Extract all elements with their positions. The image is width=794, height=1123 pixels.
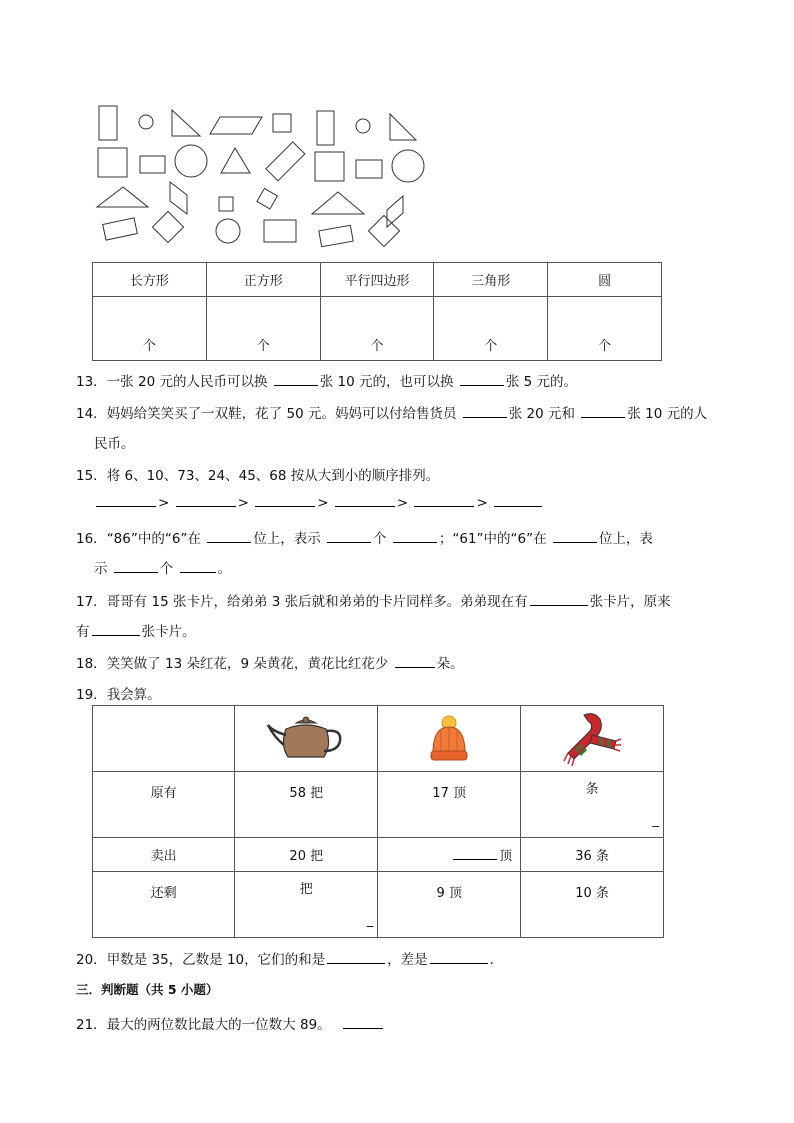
square-shape [257,188,277,208]
calc-table [92,705,664,938]
answer-blank[interactable]: _ [366,912,374,928]
question-16-cont: 示 个 。 [94,561,232,577]
teapot-icon [266,715,346,763]
triangle-shape [221,148,250,173]
order-blank-4[interactable] [335,494,395,507]
rectangle-shape [264,220,296,242]
cell-teapot-sold: 20 把 [235,838,378,872]
cell-hat-sold[interactable]: 顶 [378,838,521,872]
rectangle-shape [356,160,382,178]
cell-hat-left: 9 顶 [378,872,521,938]
answer-blank[interactable] [553,530,597,543]
question-20: 20．甲数是 35，乙数是 10，它们的和是 ，差是 ． [76,952,504,968]
rectangle-shape [319,225,353,246]
shape-count-table [92,262,662,361]
square-shape [315,152,344,181]
order-blank-3[interactable] [255,494,315,507]
triangle-shape [172,110,200,136]
cell-scarf-original[interactable] [521,772,664,838]
answer-blank[interactable] [327,951,385,964]
unit-label: 个 [484,339,498,354]
question-15: 15．将 6、10、73、24、45、68 按从大到小的顺序排列。 [76,468,440,484]
square-shape [273,114,291,132]
answer-blank[interactable] [581,405,625,418]
circle-shape [392,150,424,182]
row-label-original: 原有 [93,772,235,838]
circle-shape [175,145,207,177]
circle-shape [216,219,240,243]
hat-header [378,706,521,772]
order-blank-5[interactable] [414,494,474,507]
row-label-sold: 卖出 [93,838,235,872]
cell-teapot-original: 58 把 [235,772,378,838]
question-19: 19．我会算。 [76,687,161,703]
header-rectangle: 长方形 [93,263,207,297]
triangle-shape [390,114,416,140]
shapes-figure [90,100,440,250]
header-circle: 圆 [548,263,662,297]
unit-label: 把 [299,881,313,897]
answer-blank[interactable] [327,530,371,543]
square-shape [98,148,127,177]
rectangle-shape [99,106,117,140]
answer-blank[interactable] [274,373,318,386]
rectangle-shape [140,156,165,173]
circle-shape [139,115,153,129]
answer-cell[interactable] [93,297,207,361]
square-shape [219,197,233,211]
answer-cell[interactable] [548,297,662,361]
knit-hat-icon [429,715,469,763]
question-13: 13．一张 20 元的人民币可以换 张 10 元的，也可以换 张 5 元的。 [76,374,577,390]
scarf-icon [562,711,622,767]
cell-scarf-left: 10 条 [521,872,664,938]
header-parallelogram: 平行四边形 [320,263,434,297]
section-heading: 三．判断题（共 5 小题） [76,982,219,997]
unit-label: 个 [256,339,270,354]
rectangle-shape [266,142,305,181]
answer-blank[interactable] [92,623,140,636]
teapot-header [235,706,378,772]
answer-blank[interactable] [343,1016,383,1029]
question-14-cont: 民币。 [94,436,135,452]
unit-label: 条 [585,781,599,797]
answer-blank[interactable] [430,951,488,964]
unit-label: 个 [142,339,156,354]
question-21: 21．最大的两位数比最大的一位数大 89。 [76,1013,385,1033]
unit-label: 个 [598,339,612,354]
answer-blank[interactable] [114,560,158,573]
answer-blank[interactable] [460,373,504,386]
triangle-shape [97,187,148,207]
row-label-left: 还剩 [93,872,235,938]
answer-blank[interactable]: _ [652,812,659,828]
answer-blank[interactable] [180,560,216,573]
answer-cell[interactable] [206,297,320,361]
corner-cell [93,706,235,772]
order-blanks: > > > > > [94,494,544,511]
order-blank-2[interactable] [176,494,236,507]
answer-cell[interactable] [434,297,548,361]
cell-teapot-left[interactable] [235,872,378,938]
answer-blank[interactable] [393,530,437,543]
answer-blank[interactable] [530,593,588,606]
unit-label: 个 [370,339,384,354]
square-shape [152,211,183,242]
rectangle-shape [317,111,334,145]
question-17: 17．哥哥有 15 张卡片，给弟弟 3 张后就和弟弟的卡片同样多。弟弟现在有 张卡片，原来 [76,594,671,610]
answer-cell[interactable] [320,297,434,361]
header-triangle: 三角形 [434,263,548,297]
triangle-shape [312,192,364,214]
question-14: 14．妈妈给笑笑买了一双鞋，花了 50 元。妈妈可以付给售货员 张 20 元和 张 10 元的人 [76,406,708,422]
answer-blank[interactable] [463,405,507,418]
cell-scarf-sold: 36 条 [521,838,664,872]
scarf-header [521,706,664,772]
circle-shape [356,119,370,133]
parallelogram-shape [387,196,403,227]
order-blank-6[interactable] [494,494,542,507]
answer-blank[interactable] [395,655,435,668]
cell-hat-original: 17 顶 [378,772,521,838]
header-square: 正方形 [206,263,320,297]
question-18: 18．笑笑做了 13 朵红花，9 朵黄花，黄花比红花少 朵。 [76,656,464,672]
question-17-cont: 有 张卡片。 [76,624,196,640]
order-blank-1[interactable] [96,494,156,507]
rectangle-shape [103,218,138,240]
parallelogram-shape [170,182,187,214]
answer-blank[interactable] [453,847,497,860]
answer-blank[interactable] [207,530,251,543]
parallelogram-shape [210,117,262,134]
question-16: 16．“86”中的“6”在 位上，表示 个 ；“61”中的“6”在 位上，表 [76,531,653,547]
